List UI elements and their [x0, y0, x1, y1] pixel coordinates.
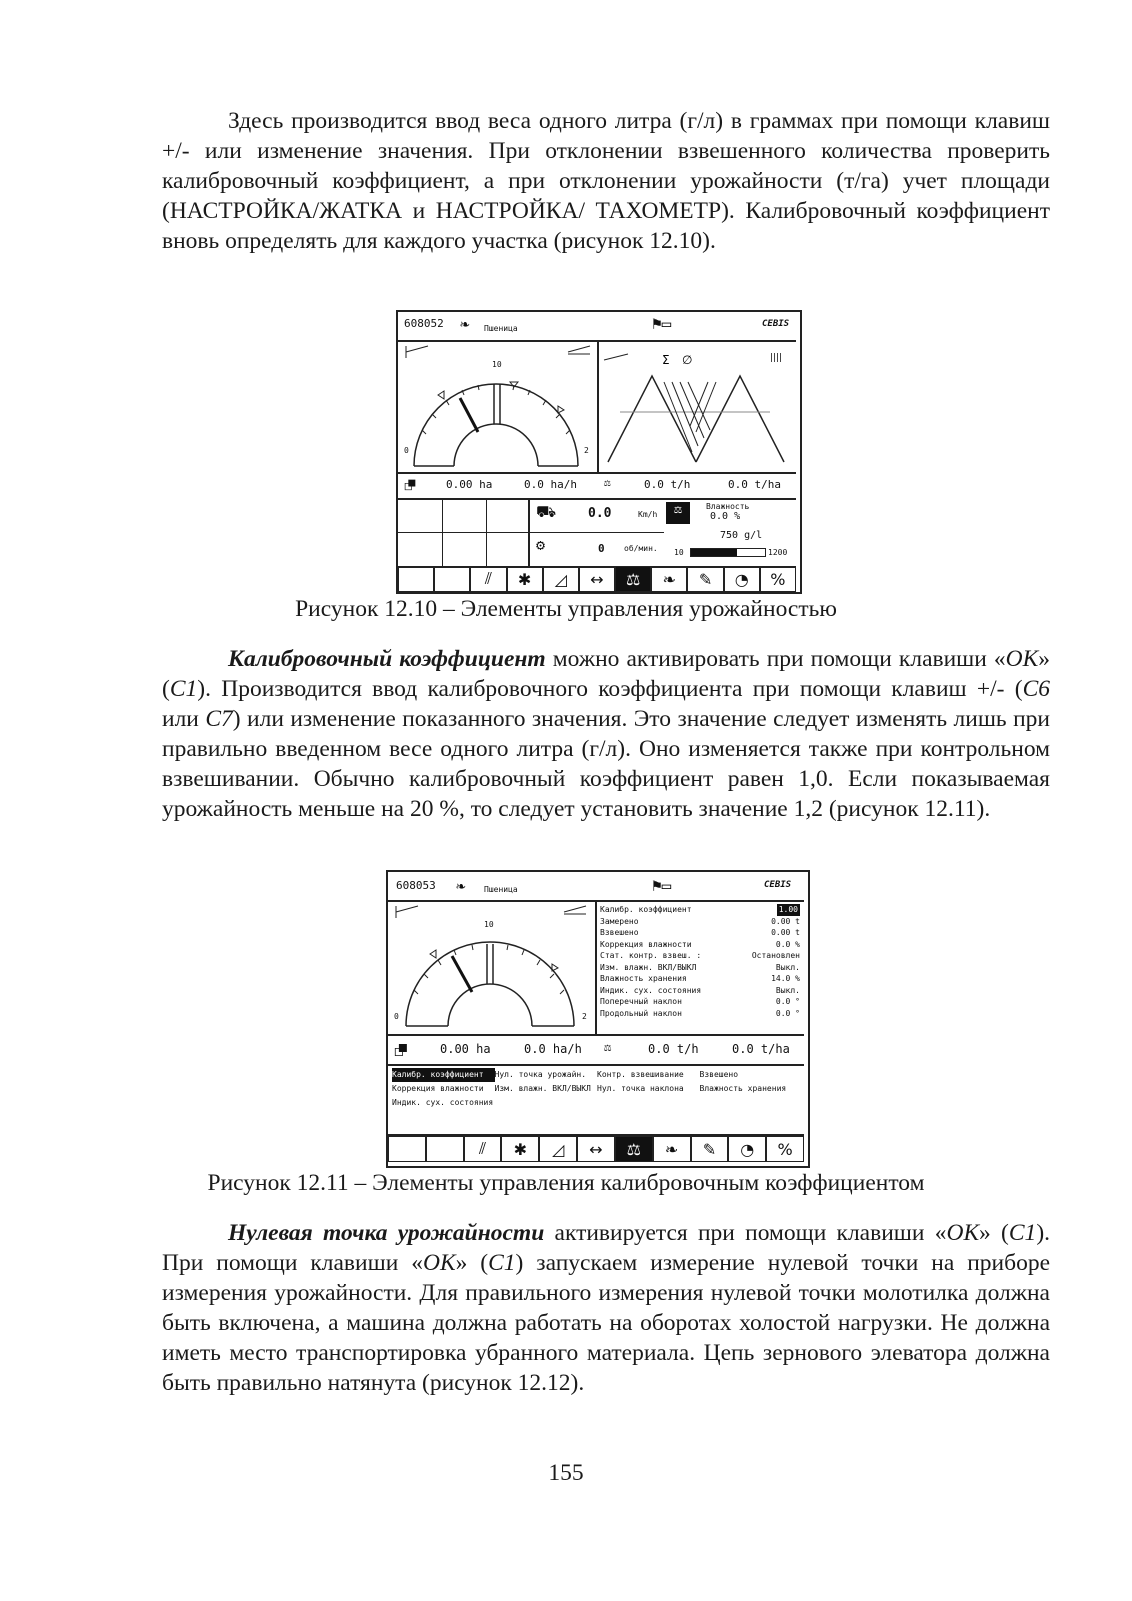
- scale-icon: ⚖: [604, 1040, 612, 1054]
- menu-item[interactable]: Влажность хранения: [699, 1084, 787, 1093]
- parameter-value: Выкл.: [775, 985, 800, 995]
- area-icon: ⮻: [404, 476, 417, 494]
- menu-item[interactable]: Калибр. коэффициент: [392, 1068, 495, 1082]
- parameter-label: Калибр. коэффициент: [600, 905, 692, 914]
- figure-12-11-caption: Рисунок 12.11 – Элементы управления калибровочным коэффициентом: [207, 1170, 925, 1196]
- figure-12-10-caption: Рисунок 12.10 – Элементы управления урожайностью: [295, 596, 837, 622]
- menu-item: [495, 1096, 598, 1110]
- page-number: 155: [548, 1460, 584, 1486]
- gauge-bottom-label: 2: [582, 1012, 587, 1021]
- parameter-row[interactable]: [600, 927, 800, 939]
- area-value: 0.00 ha: [446, 478, 493, 491]
- yield-value: 0.0 t/ha: [728, 478, 781, 491]
- area-icon: ⮻: [394, 1041, 408, 1061]
- term-zero-point: Нулевая точка урожайности: [228, 1220, 545, 1246]
- svg-text:Σ: Σ: [662, 353, 670, 367]
- liter-weight-value: 750 g/l: [720, 530, 763, 541]
- divider: [388, 1034, 804, 1036]
- parameter-label: Влажность хранения: [600, 974, 687, 983]
- parameter-row[interactable]: [600, 973, 800, 985]
- gauge-left-label: 0: [404, 446, 409, 455]
- toolbar: [398, 566, 796, 592]
- engine-icon: ⚙: [536, 536, 546, 554]
- moisture-value: 0.0 %: [710, 511, 741, 522]
- toolbar-slot[interactable]: [388, 1136, 426, 1162]
- parameter-row[interactable]: [600, 1008, 800, 1020]
- toolbar-slot[interactable]: [426, 1136, 464, 1162]
- speed-value: 0.0: [588, 506, 612, 521]
- speedometer-icon[interactable]: ◔: [724, 566, 760, 592]
- parameter-row[interactable]: [600, 962, 800, 974]
- header-icon[interactable]: ◿: [543, 566, 579, 592]
- percent-icon[interactable]: %: [760, 566, 796, 592]
- menu-item[interactable]: Нул. точка наклона: [597, 1084, 684, 1093]
- empty-grid: [398, 500, 530, 566]
- parameter-label: Продольный наклон: [600, 1008, 682, 1018]
- parameter-value: 14.0 %: [771, 974, 800, 983]
- menu-item: [700, 1096, 803, 1110]
- menu-item[interactable]: Контр. взвешивание: [597, 1070, 684, 1079]
- parameter-row[interactable]: [600, 904, 800, 916]
- parameter-value: 1.00: [778, 905, 798, 914]
- auger-icon[interactable]: ⫽: [464, 1136, 502, 1162]
- rpm-unit: об/мин.: [624, 544, 658, 553]
- parameter-value: 0.00 t: [771, 916, 800, 926]
- parameter-label: Стат. контр. взвеш. :: [600, 951, 702, 960]
- paragraph-intro: Здесь производится ввод веса одного литра (г/л) в граммах при помощи клавиш +/- или изменение значения. При отклонении взвешенного количества проверить калибровочный коэффициент, а при отклонении урожайности (т/га) учет площади (НАСТРОЙКА/ЖАТКА и НАСТРОЙКА/ ТАХОМЕТР). Калибровочный коэффициент вновь определять для каждого участка (рисунок 12.10).: [162, 108, 1050, 254]
- auger-icon[interactable]: ⫽: [470, 566, 506, 592]
- wheat-icon: ❧: [456, 876, 466, 895]
- screen-id: 608053: [396, 879, 436, 892]
- figure-12-11-screen: [386, 870, 810, 1168]
- brand-logo: CEBIS: [764, 880, 792, 890]
- scale-icon[interactable]: ⚖: [615, 1136, 653, 1162]
- percent-icon[interactable]: %: [766, 1136, 804, 1162]
- parameter-value: Остановлен: [751, 951, 800, 960]
- parameter-row[interactable]: [600, 939, 800, 951]
- scale-active-icon: ⚖: [666, 502, 690, 524]
- pencil-icon[interactable]: ✎: [691, 1136, 729, 1162]
- rpm-value: 0: [598, 542, 605, 555]
- area-rate-value: 0.0 ha/h: [524, 1042, 582, 1056]
- divider: [597, 340, 599, 472]
- brand-logo: CEBIS: [762, 319, 790, 329]
- speedometer-icon[interactable]: ◔: [728, 1136, 766, 1162]
- bar-max-label: 1200: [768, 548, 788, 557]
- paragraph-zero-point: Нулевая точка урожайности активируется при помощи клавиши «ОК» (С1). При помощи клавиши «ОК» (С1) запускаем измерение нулевой точки на приборе измерения урожайности. Для правильного измерения нулевой точки молотилка должна быть включена, а машина должна работать на оборотах холостой нагрузки. Не должна иметь место транспортировка убранного материала. Цепь зернового элеватора должна быть правильно натянута (рисунок 12.12).: [162, 1220, 1051, 1396]
- wheat-icon[interactable]: ❧: [651, 566, 687, 592]
- operator-icon: ⚑▭: [652, 876, 672, 895]
- parameter-value: 0.0 °: [775, 997, 800, 1006]
- scale-icon: ⚖: [604, 476, 611, 489]
- divider: [595, 900, 597, 1034]
- parameter-row[interactable]: [600, 985, 800, 997]
- fan-icon[interactable]: ✱: [507, 566, 543, 592]
- parameter-value: 0.00 t: [771, 928, 800, 937]
- gauge-top-label: 10: [492, 360, 502, 369]
- parameter-label: Изм. влажн. ВКЛ/ВЫКЛ: [600, 962, 697, 972]
- area-value: 0.00 ha: [440, 1042, 491, 1056]
- toolbar-slot[interactable]: [398, 566, 434, 592]
- parameter-value: 0.0 %: [775, 939, 800, 949]
- pencil-icon[interactable]: ✎: [687, 566, 723, 592]
- parameter-value: 0.0 °: [775, 1008, 800, 1018]
- paragraph-calibration: Калибровочный коэффициент можно активировать при помощи клавиши «ОК» (С1). Производится ввод калибровочного коэффициента при помощи клавиш +/- (С6 или С7) или изменение показанного значения. Это значение следует изменять лишь при правильно введенном весе одного литра (г/л). Оно изменяется также при контрольном взвешивании. Обычно калибровочный коэффициент равен 1,0. Если показываемая урожайность меньше на 20 %, то следует установить значение 1,2 (рисунок 12.11).: [162, 646, 1050, 822]
- yield-rate-value: 0.0 t/h: [644, 478, 691, 491]
- bar-min-label: 10: [674, 548, 684, 557]
- fan-icon[interactable]: ✱: [501, 1136, 539, 1162]
- gauge-bottom-label: 2: [584, 446, 589, 455]
- liter-weight-bar: [690, 548, 766, 557]
- parameter-value: Выкл.: [775, 962, 800, 972]
- toolbar: [388, 1136, 804, 1162]
- parameter-label: Индик. сух. состояния: [600, 985, 702, 995]
- parameter-label: Замерено: [600, 916, 639, 926]
- menu-item[interactable]: Индик. сух. состояния: [392, 1098, 494, 1107]
- moisture-label: Влажность: [706, 502, 750, 511]
- scale-icon[interactable]: ⚖: [615, 566, 651, 592]
- parameter-row[interactable]: [600, 916, 800, 928]
- parameter-list: [600, 904, 800, 1019]
- menu-item[interactable]: Коррекция влажности: [392, 1084, 484, 1093]
- menu-item[interactable]: Изм. влажн. ВКЛ/ВЫКЛ: [494, 1084, 591, 1093]
- toolbar-slot[interactable]: [434, 566, 470, 592]
- speed-unit: Km/h: [638, 510, 658, 519]
- area-rate-value: 0.0 ha/h: [524, 478, 577, 491]
- parameter-label: Поперечный наклон: [600, 997, 682, 1006]
- settings-menu: [392, 1068, 802, 1110]
- yield-rate-value: 0.0 t/h: [648, 1042, 699, 1056]
- gauge-left-label: 0: [394, 1012, 399, 1021]
- term-calibration: Калибровочный коэффициент: [228, 646, 546, 672]
- screen-id: 608052: [404, 317, 444, 330]
- menu-item: [597, 1096, 700, 1110]
- header-icon[interactable]: ◿: [539, 1136, 577, 1162]
- parameter-label: Коррекция влажности: [600, 939, 692, 949]
- crop-name: Пшеница: [484, 324, 518, 333]
- loss-diagram: [600, 342, 796, 472]
- parameter-row[interactable]: [600, 996, 800, 1008]
- divider: [398, 472, 796, 474]
- sieve-icon[interactable]: ↔: [577, 1136, 615, 1162]
- svg-text:||||: ||||: [770, 353, 783, 363]
- tractor-icon: ⛟: [536, 502, 557, 521]
- parameter-row[interactable]: [600, 950, 800, 962]
- svg-text:∅: ∅: [682, 353, 693, 367]
- gauge-top-label: 10: [484, 920, 494, 929]
- menu-item[interactable]: Нул. точка урожайн.: [494, 1070, 587, 1079]
- yield-value: 0.0 t/ha: [732, 1042, 790, 1056]
- menu-item[interactable]: Взвешено: [699, 1070, 739, 1079]
- wheat-icon[interactable]: ❧: [653, 1136, 691, 1162]
- crop-name: Пшеница: [484, 885, 518, 894]
- divider: [388, 1064, 804, 1066]
- operator-icon: ⚑▭: [652, 314, 672, 333]
- sieve-icon[interactable]: ↔: [579, 566, 615, 592]
- wheat-icon: ❧: [460, 314, 470, 333]
- figure-12-10-screen: [396, 310, 802, 594]
- parameter-label: Взвешено: [600, 928, 639, 937]
